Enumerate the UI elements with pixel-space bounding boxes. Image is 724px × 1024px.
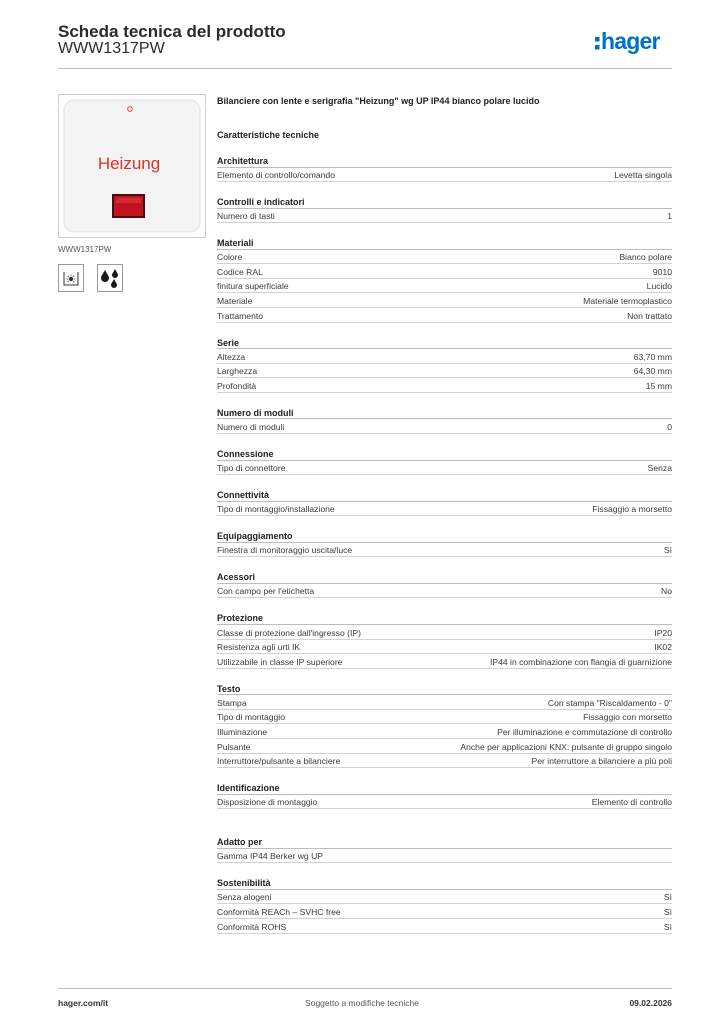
spec-row [217,349,672,364]
spec-label: Conformità REACh – SVHC free [217,907,341,918]
spec-row [217,168,672,183]
spec-value: No [661,586,672,597]
spec-label: Tipo di montaggio/installazione [217,504,335,515]
spec-row [217,754,672,769]
spec-value: Sì [663,921,672,932]
spec-value: Fissaggio a morsetto [592,504,672,515]
spec-section [217,156,672,182]
spec-value: 0 [667,422,672,433]
spec-row [217,919,672,934]
spec-label: Gamma IP44 Berker wg UP [217,851,324,862]
spec-label: Stampa [217,697,247,708]
spec-label: Disposizione di montaggio [217,797,318,808]
spec-value: Senza [647,463,672,474]
spec-row [217,364,672,379]
spec-row [217,795,672,810]
spec-value: Per illuminazione e commutazione di controllo [497,726,672,737]
section-title: Materiali [217,238,672,250]
spec-row [217,461,672,476]
spec-row [217,695,672,710]
spec-label: Colore [217,252,243,263]
spec-section [217,449,672,475]
footer-date: 09.02.2026 [629,998,672,1008]
spec-section [217,837,672,863]
product-image-code: WWW1317PW [58,245,112,254]
spec-row [217,625,672,640]
spec-label: Senza alogeni [217,892,272,903]
spec-label: Utilizzabile in classe IP superiore [217,656,343,667]
product-code-heading: WWW1317PW [58,40,165,57]
spec-row [217,293,672,308]
hager-logo [594,27,674,57]
spec-row [217,890,672,905]
section-title: Testo [217,684,672,696]
spec-label: Materiale [217,296,253,307]
spec-value: IK02 [654,642,672,653]
spec-value: IP20 [654,627,672,638]
spec-section [217,408,672,434]
spec-section [217,684,672,768]
spec-value: Sì [663,907,672,918]
spec-value: Anche per applicazioni KNX: pulsante di gruppo singolo [460,741,672,752]
product-description: Bilanciere con lente e serigrafia "Heizung" wg UP IP44 bianco polare lucido [217,96,540,106]
spec-row [217,640,672,655]
spec-value: Bianco polare [619,252,672,263]
spec-row [217,209,672,224]
spec-row [217,250,672,265]
water-drops-icon [97,264,123,292]
spec-label: Classe di protezione dall'ingresso (IP) [217,627,361,638]
section-title: Connettività [217,490,672,502]
spec-section [217,490,672,516]
spec-row [217,584,672,599]
spec-value: Sì [663,545,672,556]
spec-label: Codice RAL [217,266,263,277]
section-title: Controlli e indicatori [217,197,672,209]
spec-label: Illuminazione [217,726,268,737]
spec-label: Resistenza agli urti IK [217,642,301,653]
spec-value: Elemento di controllo [591,797,672,808]
section-title: Identificazione [217,783,672,795]
spec-row [217,279,672,294]
spec-row [217,654,672,669]
section-title: Protezione [217,613,672,625]
spec-label: Elemento di controllo/comando [217,170,335,181]
spec-row [217,308,672,323]
spec-row [217,710,672,725]
spec-label: Altezza [217,351,246,362]
spec-label: Pulsante [217,741,251,752]
spec-label: Conformità ROHS [217,921,287,932]
spec-label: Numero di moduli [217,422,285,433]
page-title: Scheda tecnica del prodotto [58,22,286,41]
spec-section [217,197,672,223]
section-title: Connessione [217,449,672,461]
spec-row [217,419,672,434]
spec-section [217,531,672,557]
spec-value: 9010 [652,266,672,277]
spec-sections [217,156,672,934]
spec-section [217,613,672,668]
spec-row [217,264,672,279]
indoor-light-icon [58,264,84,292]
spec-row [217,502,672,517]
spec-section [217,878,672,933]
spec-value: Con stampa "Riscaldamento - 0" [547,697,672,708]
spec-label: Profondità [217,380,257,391]
spec-value: Levetta singola [614,170,672,181]
spec-value: IP44 in combinazione con flangia di guarnizione [489,656,672,667]
spec-value: Materiale termoplastico [583,296,672,307]
spec-label: Trattamento [217,310,264,321]
spec-content [217,96,672,934]
specs-heading: Caratteristiche tecniche [217,130,320,140]
spec-value: Non trattato [627,310,672,321]
spec-label: Tipo di connettore [217,463,286,474]
spec-section [217,238,672,322]
section-title: Acessori [217,572,672,584]
spec-label: Interruttore/pulsante a bilanciere [217,756,341,767]
heizung-label: Heizung [97,154,161,173]
spec-label: Con campo per l'etichetta [217,586,315,597]
spec-value: Lucido [646,281,672,292]
spec-row [217,724,672,739]
spec-row [217,378,672,393]
section-title: Architettura [217,156,672,168]
footer-note: Soggetto a modifiche tecniche [305,998,419,1008]
spec-row [217,739,672,754]
spec-label: Larghezza [217,366,258,377]
spec-row [217,904,672,919]
spec-row [217,543,672,558]
spec-label: finitura superficiale [217,281,289,292]
svg-text:hager: hager [601,28,660,54]
spec-value: Sì [663,892,672,903]
product-image [58,94,206,238]
spec-value: 64,30 mm [633,366,672,377]
section-title: Equipaggiamento [217,531,672,543]
spec-section [217,783,672,809]
section-title: Numero di moduli [217,408,672,420]
spec-label: Finestra di monitoraggio uscita/luce [217,545,353,556]
spec-value: 1 [667,211,672,222]
section-title: Sostenibilità [217,878,672,890]
footer-divider [58,988,672,989]
section-title: Adatto per [217,837,672,849]
spec-label: Tipo di montaggio [217,712,285,723]
section-title: Serie [217,338,672,350]
header-divider [58,68,672,69]
spec-row [217,849,672,864]
spec-value: Fissaggio con morsetto [583,712,672,723]
footer-website[interactable]: hager.com/it [58,998,109,1008]
spec-value: Per interruttore a bilanciere a più poli [531,756,672,767]
spec-value: 15 mm [645,380,672,391]
spec-label: Numero di tasti [217,211,275,222]
spec-section [217,338,672,393]
spec-section [217,572,672,598]
spec-value: 63,70 mm [633,351,672,362]
